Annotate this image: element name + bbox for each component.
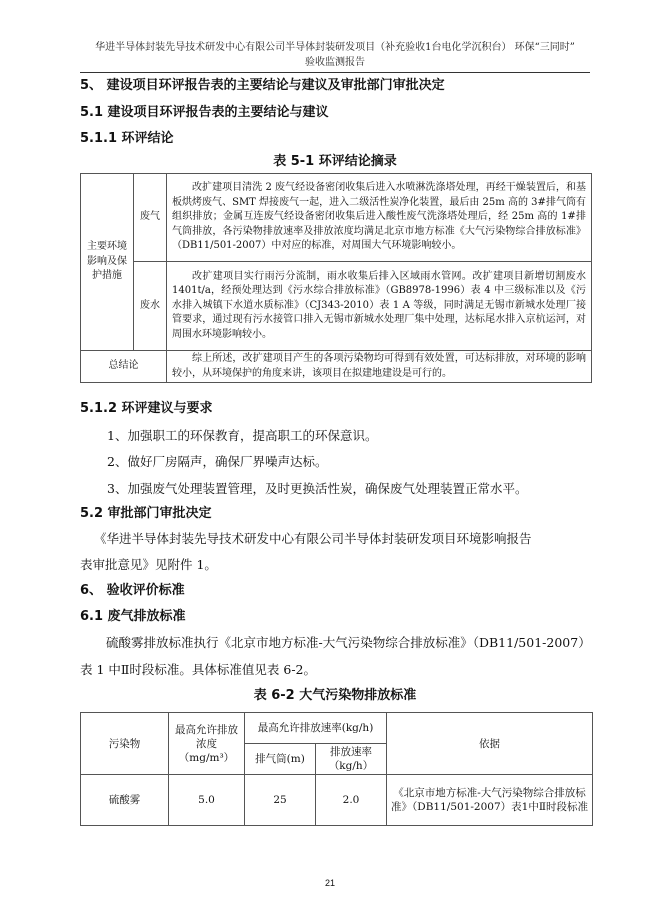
table-6-2-caption: 表 6-2 大气污染物排放标准 [253, 688, 417, 703]
section-6-1-heading: 6.1 废气排放标准 [80, 609, 186, 624]
cell-pollutant: 硫酸雾 [81, 775, 169, 826]
table-6-2 [80, 712, 593, 826]
header-line-1: 华进半导体封装先导技术研发中心有限公司半导体封装研发项目（补充验收1台电化学沉积台） 环保“三同时” [95, 42, 575, 53]
header-rule [80, 72, 590, 73]
conclusion-text-air: 改扩建项目清洗 2 废气经设备密闭收集后进入水喷淋洗涤塔处理，再经干燥装置后，和基板烘烤废气、SMT 焊接废气一起，进入二级活性炭净化装置，最后由 25m 高的 3#排气筒有组织排放；金属互连废气经设备密闭收集后进入酸性废气洗涤塔处理后，经 25m 高的 1#排气筒排放，各污染物排放速率及排放浓度均满足北京市地方标准《大气污染物综合排放标准》（DB11/501-2007）中对应的标准，对周围大气环境影响较小。 [172, 182, 586, 252]
cell-stack: 25 [245, 775, 316, 826]
table-row [81, 775, 593, 826]
header-rate: 排放速率（kg/h） [316, 744, 387, 775]
section-5-2-heading: 5.2 审批部门审批决定 [80, 506, 212, 521]
summary-text: 综上所述，改扩建项目产生的各项污染物均可得到有效处置，可达标排放，对环境的影响较小，从环境保护的角度来讲，该项目在拟建地建设是可行的。 [172, 352, 586, 379]
standard-text-line-2: 表 1 中Ⅱ时段标准。具体标准值见表 6-2。 [80, 662, 316, 677]
conclusion-cell-water [167, 262, 592, 351]
header-concentration: 最高允许排放浓度（mg/m³） [169, 713, 245, 775]
table-row [81, 262, 592, 351]
type-label-air: 废气 [140, 211, 160, 223]
recommendation-item: 1、加强职工的环保教育，提高职工的环保意识。 [107, 428, 378, 443]
summary-cell [167, 351, 592, 383]
section-5-1-1-heading: 5.1.1 环评结论 [80, 131, 174, 146]
section-6-heading: 6、 验收评价标准 [80, 583, 185, 598]
table-row [81, 351, 592, 383]
summary-label: 总结论 [108, 360, 139, 372]
section-5-heading: 5、 建设项目环评报告表的主要结论与建议及审批部门审批决定 [80, 78, 445, 93]
header-basis: 依据 [387, 713, 593, 775]
header-line-2: 验收监测报告 [305, 57, 365, 68]
table-5-1-caption: 表 5-1 环评结论摘录 [273, 154, 397, 169]
cell-concentration: 5.0 [169, 775, 245, 826]
summary-label-cell [81, 351, 167, 383]
recommendation-item: 3、加强废气处理装置管理，及时更换活性炭，确保废气处理装置正常水平。 [107, 481, 528, 496]
header-rate-group: 最高允许排放速率(kg/h) [245, 713, 387, 744]
running-header [80, 40, 590, 70]
conclusion-cell-air [167, 174, 592, 262]
type-cell-water [134, 262, 167, 351]
category-label: 主要环境影响及保护措施 [87, 241, 127, 282]
type-label-water: 废水 [140, 299, 160, 311]
approval-text-line-2: 表审批意见》见附件 1。 [80, 557, 217, 572]
recommendation-item: 2、做好厂房隔声，确保厂界噪声达标。 [107, 454, 328, 469]
header-stack: 排气筒(m) [245, 744, 316, 775]
table-row [81, 174, 592, 262]
page-number: 21 [324, 878, 335, 888]
section-5-1-2-heading: 5.1.2 环评建议与要求 [80, 401, 213, 416]
conclusion-text-water: 改扩建项目实行雨污分流制，雨水收集后排入区域雨水管网。改扩建项目新增切割废水 1401t/a，经预处理达到《污水综合排放标准》（GB8978-1996）表 4 中三级标准以及《污水排入城镇下水道水质标准》（CJ343-2010）表 1 A 等级，同时满足无锡市新城水处理厂接管要求，通过现有污水接管口排入无锡市新城水处理厂集中处理，达标尾水排入京杭运河，对周围水环境影响较小。 [172, 270, 586, 340]
approval-text-line-1: 《华进半导体封装先导技术研发中心有限公司半导体封装研发项目环境影响报告 [94, 531, 532, 546]
category-label-cell [81, 174, 134, 351]
table-5-1 [80, 173, 592, 383]
cell-basis: 《北京市地方标准-大气污染物综合排放标准》（DB11/501-2007）表1中Ⅱ时段标准 [387, 775, 593, 826]
type-cell-air [134, 174, 167, 262]
standard-text-line-1: 硫酸雾排放标准执行《北京市地方标准-大气污染物综合排放标准》（DB11/501-2007） [106, 635, 591, 650]
table-header-row [81, 713, 593, 744]
section-5-1-heading: 5.1 建设项目环评报告表的主要结论与建议 [80, 105, 329, 120]
header-pollutant: 污染物 [81, 713, 169, 775]
cell-rate: 2.0 [316, 775, 387, 826]
